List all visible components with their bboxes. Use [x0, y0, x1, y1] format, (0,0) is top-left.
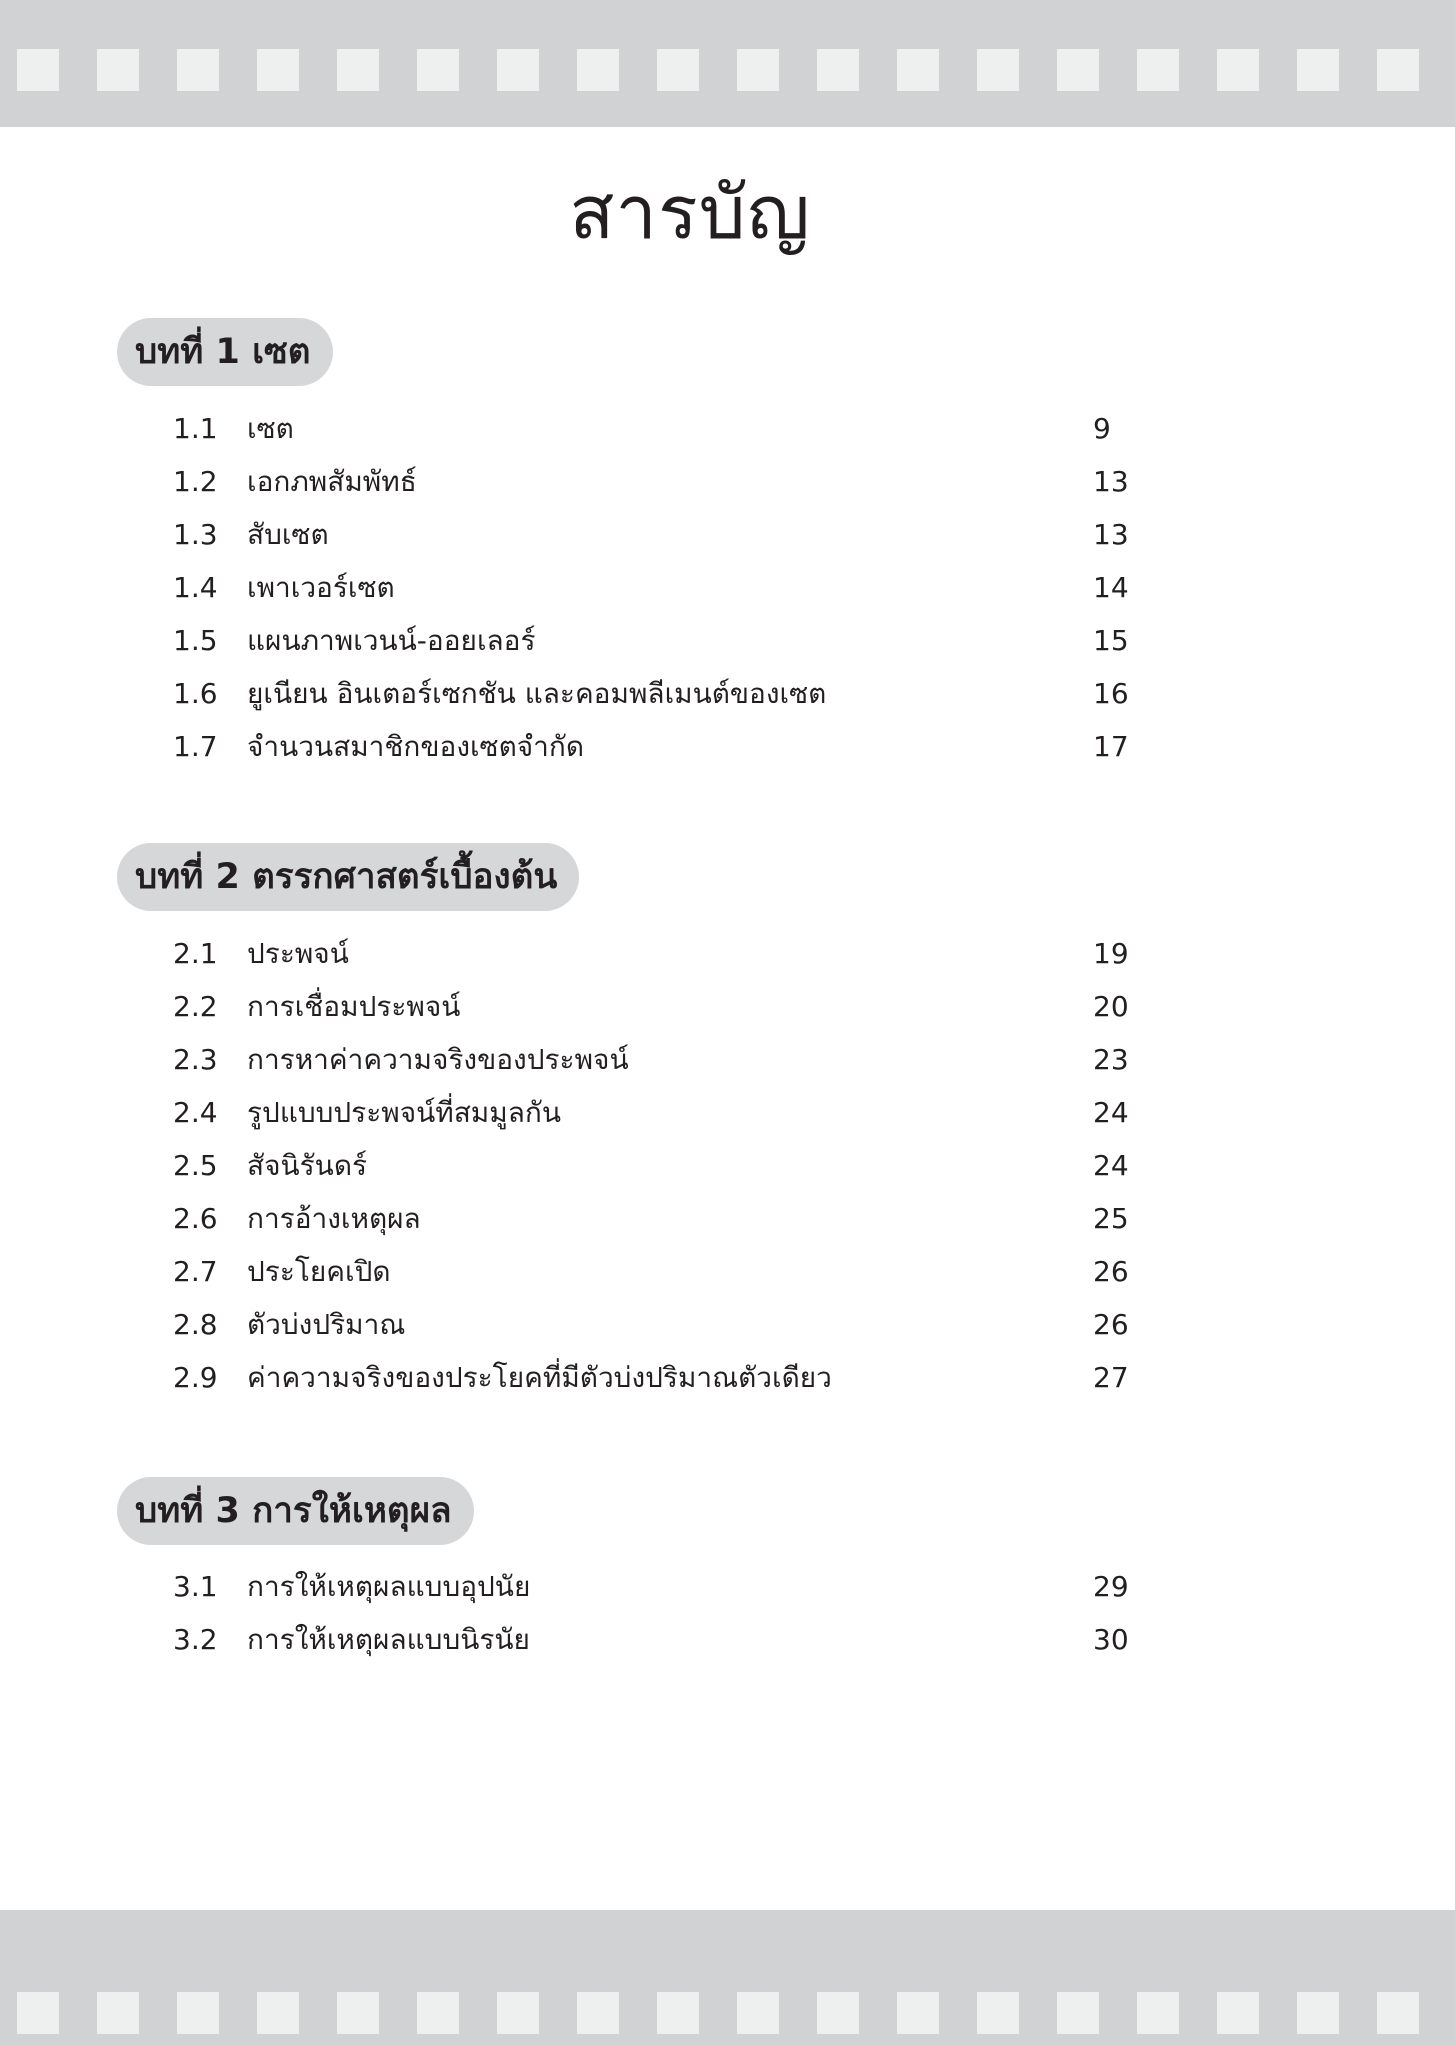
band-square — [497, 1992, 539, 2034]
toc-entry[interactable] — [173, 1086, 1153, 1139]
section-number: 2.4 — [173, 1096, 218, 1129]
section-number: 2.5 — [173, 1149, 218, 1182]
page-number: 27 — [1093, 1361, 1129, 1394]
page-number: 15 — [1093, 624, 1129, 657]
toc-entry[interactable] — [173, 1245, 1153, 1298]
chapter-3-heading — [117, 1477, 474, 1545]
section-number: 2.3 — [173, 1043, 218, 1076]
page-number: 16 — [1093, 677, 1129, 710]
band-square — [497, 49, 539, 91]
toc-entry[interactable] — [173, 980, 1153, 1033]
section-number: 3.2 — [173, 1623, 218, 1656]
band-square — [657, 1992, 699, 2034]
band-square — [257, 1992, 299, 2034]
section-title: ยูเนียน อินเตอร์เซกชัน และคอมพลีเมนต์ของเซต — [247, 676, 827, 710]
chapter-1-heading — [117, 318, 333, 386]
section-title: ประพจน์ — [247, 936, 349, 970]
section-title: แผนภาพเวนน์-ออยเลอร์ — [247, 623, 536, 657]
toc-entry[interactable] — [173, 1613, 1153, 1666]
page-number: 14 — [1093, 571, 1129, 604]
section-title: ตัวบ่งปริมาณ — [247, 1307, 406, 1341]
band-square — [1137, 1992, 1179, 2034]
band-square — [17, 1992, 59, 2034]
toc-entry[interactable] — [173, 455, 1153, 508]
band-squares — [17, 49, 1455, 91]
chapter-tag[interactable]: บทที่ 2 ตรรกศาสตร์เบื้องต้น — [117, 843, 579, 911]
section-number: 1.1 — [173, 412, 218, 445]
band-square — [417, 1992, 459, 2034]
band-square — [897, 1992, 939, 2034]
page-number: 17 — [1093, 730, 1129, 763]
band-square — [1297, 1992, 1339, 2034]
section-title: จำนวนสมาชิกของเซตจำกัด — [247, 729, 585, 763]
toc-entry[interactable] — [173, 508, 1153, 561]
toc-entry[interactable] — [173, 561, 1153, 614]
chapter-tag[interactable]: บทที่ 1 เซต — [117, 318, 333, 386]
band-square — [817, 1992, 859, 2034]
section-title: การหาค่าความจริงของประพจน์ — [247, 1042, 629, 1076]
section-number: 1.3 — [173, 518, 218, 551]
section-number: 1.5 — [173, 624, 218, 657]
chapter-1-sections — [173, 402, 1153, 773]
toc-entry[interactable] — [173, 402, 1153, 455]
band-square — [1057, 1992, 1099, 2034]
page-number: 23 — [1093, 1043, 1129, 1076]
section-title: สับเซต — [247, 517, 329, 551]
section-title: เพาเวอร์เซต — [247, 570, 395, 604]
band-squares — [17, 1992, 1455, 2034]
toc-entry[interactable] — [173, 1033, 1153, 1086]
band-square — [17, 49, 59, 91]
bottom-decorative-band — [0, 1910, 1455, 2045]
section-title: การให้เหตุผลแบบนิรนัย — [247, 1622, 530, 1656]
band-square — [337, 49, 379, 91]
page-number: 24 — [1093, 1149, 1129, 1182]
section-number: 1.2 — [173, 465, 218, 498]
section-title: รูปแบบประพจน์ที่สมมูลกัน — [247, 1095, 561, 1129]
page-number: 26 — [1093, 1255, 1129, 1288]
chapter-tag[interactable]: บทที่ 3 การให้เหตุผล — [117, 1477, 474, 1545]
top-decorative-band — [0, 0, 1455, 127]
page-number: 13 — [1093, 518, 1129, 551]
section-number: 2.2 — [173, 990, 218, 1023]
section-title: สัจนิรันดร์ — [247, 1148, 368, 1182]
section-number: 2.9 — [173, 1361, 218, 1394]
section-title: การเชื่อมประพจน์ — [247, 989, 461, 1023]
band-square — [1377, 1992, 1419, 2034]
band-square — [1377, 49, 1419, 91]
toc-entry[interactable] — [173, 1351, 1153, 1404]
band-square — [1137, 49, 1179, 91]
band-square — [177, 49, 219, 91]
toc-entry[interactable] — [173, 1298, 1153, 1351]
section-title: เซต — [247, 411, 294, 445]
toc-entry[interactable] — [173, 720, 1153, 773]
section-number: 1.7 — [173, 730, 218, 763]
section-title: เอกภพสัมพัทธ์ — [247, 464, 417, 498]
page-number: 19 — [1093, 937, 1129, 970]
band-square — [1217, 1992, 1259, 2034]
section-number: 3.1 — [173, 1570, 218, 1603]
band-square — [1297, 49, 1339, 91]
toc-entry[interactable] — [173, 614, 1153, 667]
toc-entry[interactable] — [173, 1139, 1153, 1192]
band-square — [657, 49, 699, 91]
section-number: 2.6 — [173, 1202, 218, 1235]
page-number: 9 — [1093, 412, 1111, 445]
page-number: 30 — [1093, 1623, 1129, 1656]
section-title: ค่าความจริงของประโยคที่มีตัวบ่งปริมาณตัวเดียว — [247, 1360, 832, 1394]
band-square — [177, 1992, 219, 2034]
band-square — [577, 49, 619, 91]
section-number: 1.6 — [173, 677, 218, 710]
band-square — [417, 49, 459, 91]
band-square — [977, 49, 1019, 91]
band-square — [577, 1992, 619, 2034]
toc-entry[interactable] — [173, 1192, 1153, 1245]
section-title: การอ้างเหตุผล — [247, 1201, 421, 1235]
band-square — [737, 1992, 779, 2034]
band-square — [337, 1992, 379, 2034]
chapter-2-sections — [173, 927, 1153, 1404]
page-number: 13 — [1093, 465, 1129, 498]
toc-entry[interactable] — [173, 667, 1153, 720]
chapter-3-sections — [173, 1560, 1153, 1666]
page-number: 20 — [1093, 990, 1129, 1023]
page-number: 29 — [1093, 1570, 1129, 1603]
section-title: ประโยคเปิด — [247, 1254, 391, 1288]
band-square — [817, 49, 859, 91]
toc-entry[interactable] — [173, 1560, 1153, 1613]
band-square — [1057, 49, 1099, 91]
section-title: การให้เหตุผลแบบอุปนัย — [247, 1569, 531, 1603]
band-square — [97, 49, 139, 91]
toc-entry[interactable] — [173, 927, 1153, 980]
band-square — [257, 49, 299, 91]
section-number: 2.8 — [173, 1308, 218, 1341]
page-number: 25 — [1093, 1202, 1129, 1235]
page-title: สารบัญ — [569, 170, 811, 256]
page-number: 26 — [1093, 1308, 1129, 1341]
band-square — [737, 49, 779, 91]
chapter-2-heading — [117, 843, 579, 911]
band-square — [97, 1992, 139, 2034]
band-square — [977, 1992, 1019, 2034]
band-square — [897, 49, 939, 91]
band-square — [1217, 49, 1259, 91]
page-number: 24 — [1093, 1096, 1129, 1129]
section-number: 2.1 — [173, 937, 218, 970]
section-number: 2.7 — [173, 1255, 218, 1288]
section-number: 1.4 — [173, 571, 218, 604]
